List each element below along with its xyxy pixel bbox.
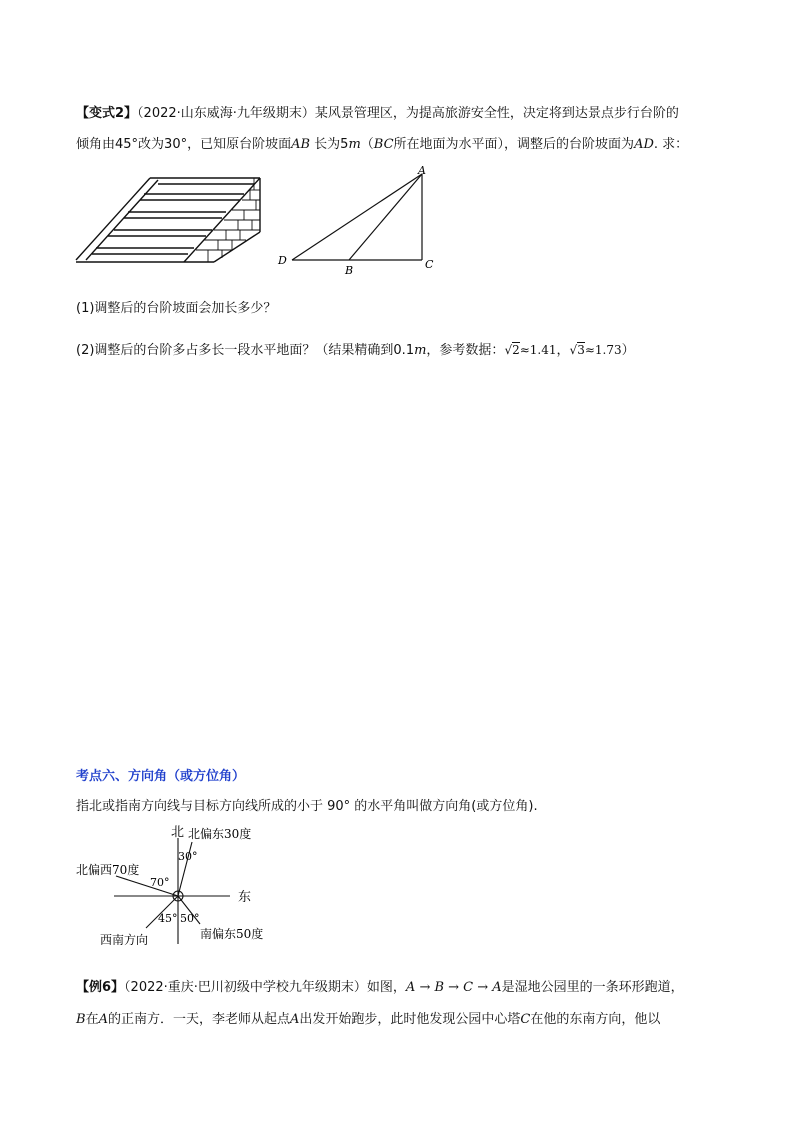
variant2-tag: 【变式2】 xyxy=(76,106,138,121)
sqrt2-value: ≈1.41 xyxy=(519,343,557,357)
point-a-start: A xyxy=(289,1012,300,1027)
variant2-text2d: 所在地面为水平面），调整后的台阶坡面为 xyxy=(393,137,635,152)
point-b-label: B xyxy=(345,264,354,276)
example6-text2b: 的正南方．一天，李老师从起点 xyxy=(107,1012,290,1027)
q2-text-a: (2)调整后的台阶多占多长一段水平地面？（结果精确到0.1 xyxy=(76,343,415,358)
variant2-text2c: （ xyxy=(360,137,374,152)
example6-text2d: 在他的东南方向，他以 xyxy=(530,1012,661,1027)
angle-70: 70° xyxy=(150,876,170,889)
staircase-image xyxy=(74,170,266,266)
section-definition: 指北或指南方向线与目标方向线所成的小于 90° 的水平角叫做方向角(或方位角). xyxy=(76,799,538,814)
sqrt2-expr xyxy=(504,342,556,357)
triangle-figure xyxy=(276,162,446,276)
point-a-label: A xyxy=(418,164,426,177)
q2-unit: m xyxy=(414,343,427,358)
q2-sep: ， xyxy=(556,343,570,358)
variant2-line2 xyxy=(76,135,688,155)
sqrt-symbol: √ xyxy=(504,343,513,357)
se-label: 南偏东50度 xyxy=(200,927,264,941)
unit-m: m xyxy=(348,137,361,152)
north-label: 北 xyxy=(171,825,185,840)
variant2-text1: 某风景管理区，为提高旅游安全性，决定将到达景点步行台阶的 xyxy=(314,106,679,121)
section-heading: 考点六、方向角（或方位角） xyxy=(76,769,246,784)
example6-source: （2022·重庆·巴川初级中学校九年级期末） xyxy=(124,980,367,995)
q2-close: ） xyxy=(621,343,635,358)
variant2-line1 xyxy=(76,104,679,124)
point-a: A xyxy=(98,1012,108,1027)
point-b: B xyxy=(76,1012,86,1027)
angle-30: 30° xyxy=(178,850,198,863)
sqrt3-value: ≈1.73 xyxy=(584,343,622,357)
question-2 xyxy=(76,340,635,361)
angle-45: 45° xyxy=(158,912,178,925)
segment-ad: AD xyxy=(634,137,654,152)
point-c: C xyxy=(520,1012,531,1027)
segment-ab: AB xyxy=(291,137,311,152)
segment-bc: BC xyxy=(373,137,394,152)
nw-label: 北偏西70度 xyxy=(76,863,140,877)
ne-label: 北偏东30度 xyxy=(188,827,252,841)
segment-ab-line xyxy=(349,174,422,260)
example6-text2c: 出发开始跑步，此时他发现公园中心塔 xyxy=(299,1012,521,1027)
example6-text1a: 如图， xyxy=(366,980,406,995)
example6-text1b: 是湿地公园里的一条环形跑道， xyxy=(501,980,684,995)
sqrt3-expr xyxy=(570,342,622,357)
variant2-text2b: 长为5 xyxy=(310,137,349,152)
east-label: 东 xyxy=(238,890,252,905)
sqrt-symbol: √ xyxy=(569,343,578,357)
angle-50: 50° xyxy=(180,912,200,925)
segment-ad-line xyxy=(292,174,422,260)
sqrt3-radicand: 3 xyxy=(577,343,585,357)
sw-label: 西南方向 xyxy=(100,933,149,947)
variant2-text2a: 倾角由45°改为30°，已知原台阶坡面 xyxy=(76,137,292,152)
example6-text2a: 在 xyxy=(85,1012,99,1027)
variant2-source: （2022·山东威海·九年级期末） xyxy=(137,106,315,121)
q2-text-b: ，参考数据： xyxy=(426,343,505,358)
point-d-label: D xyxy=(278,254,287,267)
example6-line1 xyxy=(76,978,684,998)
question-1: (1)调整后的台阶坡面会加长多少？ xyxy=(76,301,277,316)
compass-diagram xyxy=(70,822,300,947)
variant2-text2e: . 求： xyxy=(653,137,689,152)
point-c-label: C xyxy=(425,258,434,271)
example6-tag: 【例6】 xyxy=(76,980,125,995)
sqrt2-radicand: 2 xyxy=(512,343,520,357)
route-expression: A → B → C → A xyxy=(405,980,502,995)
example6-line2 xyxy=(76,1010,660,1030)
